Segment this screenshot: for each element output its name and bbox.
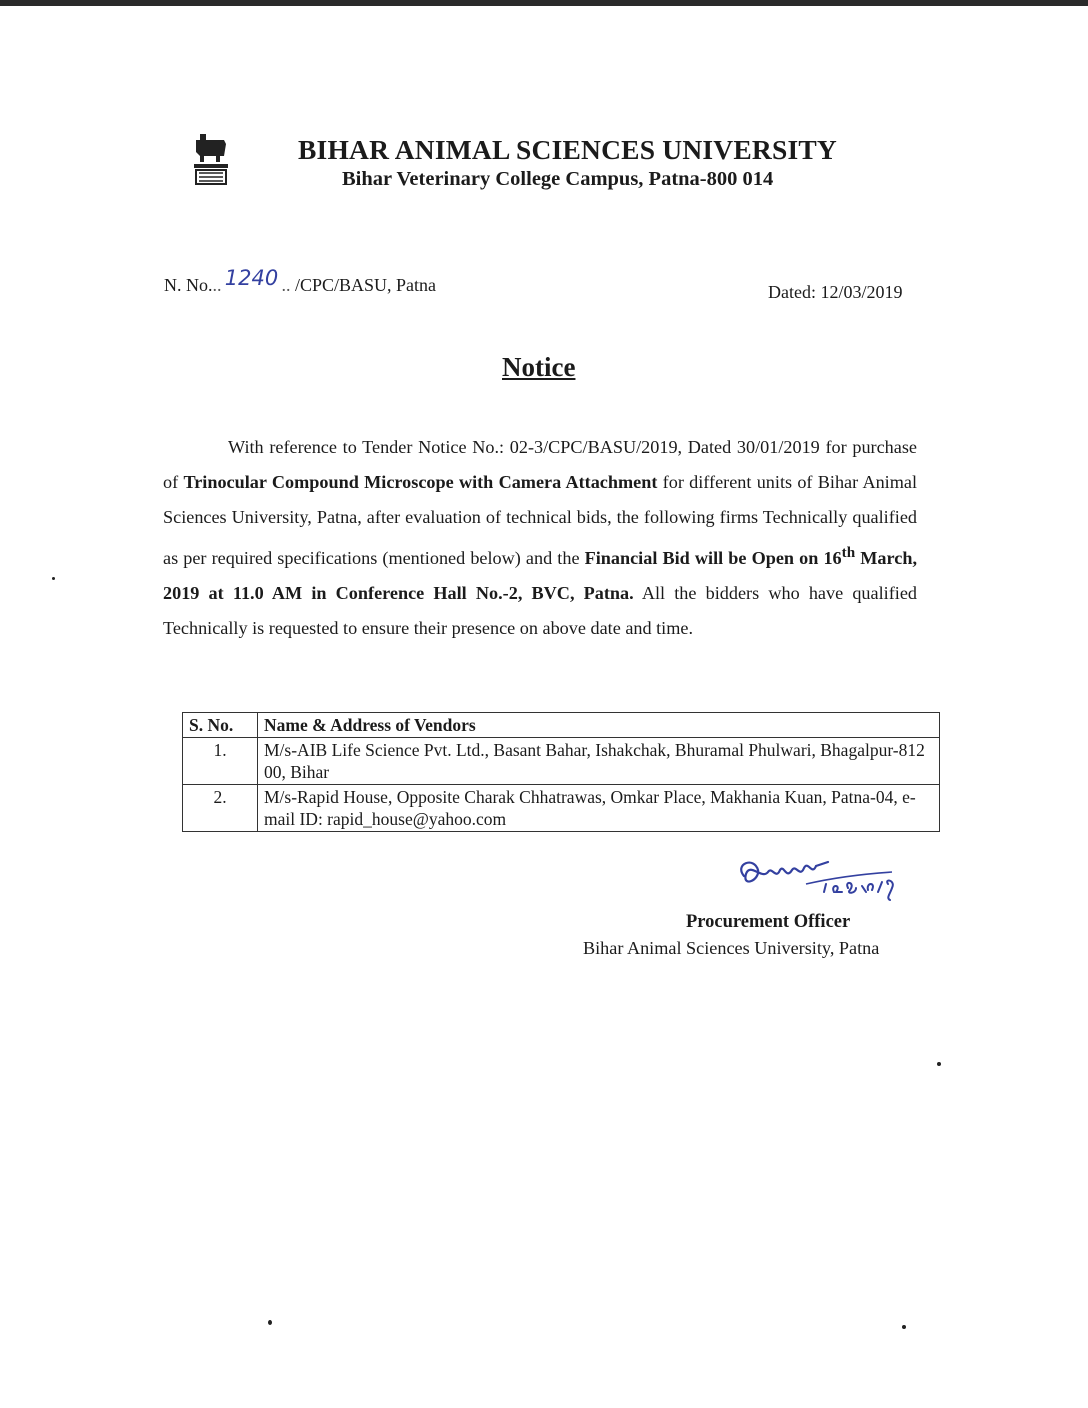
campus-address: Bihar Veterinary College Campus, Patna-800 014 [342, 168, 774, 190]
scan-top-edge [0, 0, 1088, 6]
notice-body [163, 430, 917, 646]
body-text-part: All the bidders who have qualified Technically is requested to ensure their presence on above date and time. [163, 583, 917, 639]
bid-opening-text: March, 2019 at 11.0 AM in Conference Hall No.-2, BVC, Patna. [163, 548, 917, 604]
handwritten-number: 1240 [224, 266, 279, 290]
body-text-part: for different units of Bihar Animal Sciences University, Patna, after evaluation of technical bids, the following firms Technically qualified as per required specifications (mentioned below) and the [163, 472, 917, 569]
ref-suffix: /CPC/BASU, Patna [295, 275, 437, 295]
item-name: Trinocular Compound Microscope with Camera Attachment [183, 472, 658, 492]
signatory-organization: Bihar Animal Sciences University, Patna [583, 938, 880, 958]
body-paragraph [163, 430, 917, 646]
signatory-title: Procurement Officer [686, 912, 851, 932]
scan-speck [268, 1320, 272, 1325]
university-emblem-icon [190, 132, 232, 188]
vendor-cell: M/s-AIB Life Science Pvt. Ltd., Basant Bahar, Ishakchak, Bhuramal Phulwari, Bhagalpur-812 00, Bihar [258, 738, 940, 785]
notice-title: Notice [502, 352, 576, 382]
table-row [183, 738, 940, 785]
handwritten-signature [732, 854, 922, 914]
dotted-blank: .. [281, 275, 295, 295]
dotted-blank: .. [212, 275, 222, 295]
serial-number-cell: 1. [183, 738, 258, 785]
scan-speck [52, 577, 55, 580]
column-header-sno: S. No. [183, 713, 258, 738]
table-header-row [183, 713, 940, 738]
notice-date: Dated: 12/03/2019 [768, 282, 903, 302]
vendor-cell: M/s-Rapid House, Opposite Charak Chhatrawas, Omkar Place, Makhania Kuan, Patna-04, e-mail ID: rapid_house@yahoo.com [258, 785, 940, 832]
table-row [183, 785, 940, 832]
university-name: BIHAR ANIMAL SCIENCES UNIVERSITY [298, 134, 837, 165]
scan-speck [937, 1062, 941, 1066]
bid-opening-text: Financial Bid will be Open on 16 [584, 548, 842, 569]
vendors-table [182, 712, 940, 832]
ref-prefix: N. No. [164, 275, 213, 295]
body-text-part: With reference to Tender Notice No.: 02-3/CPC/BASU/2019, Dated 30/01/2019 for purchase of [163, 437, 917, 492]
column-header-vendor: Name & Address of Vendors [258, 713, 940, 738]
serial-number-cell: 2. [183, 785, 258, 832]
reference-number [164, 266, 437, 296]
scan-speck [902, 1325, 906, 1329]
date-ordinal: th [841, 544, 856, 561]
